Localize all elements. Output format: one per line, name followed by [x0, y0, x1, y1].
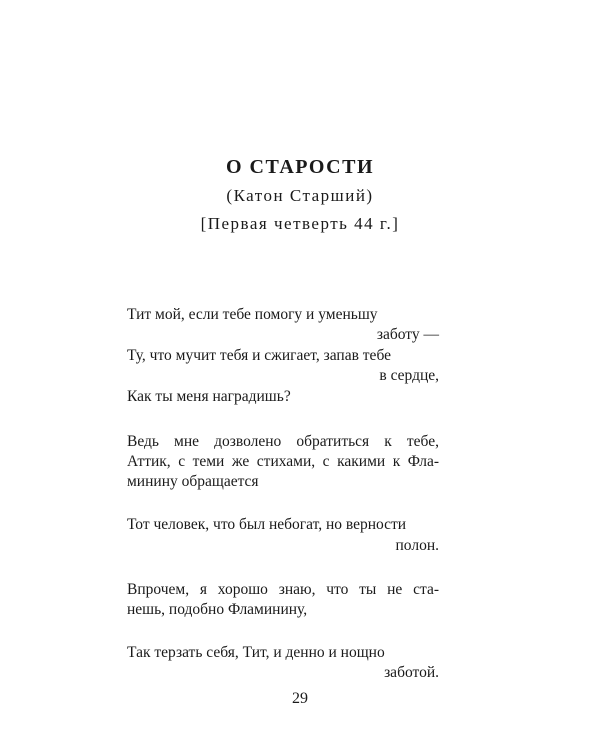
verse-line: Так терзать себя, Тит, и денно и нощно: [127, 644, 385, 661]
verse-line-continuation: в сердце,: [379, 367, 439, 384]
prose-line: минину обращается: [127, 473, 259, 490]
prose-line: нешь, подобно Фламинину,: [127, 601, 308, 618]
prose-line: Ведь мне дозволено обратиться к тебе,: [127, 433, 439, 450]
prose-line: Аттик, с теми же стихами, с какими к Фла-: [127, 453, 439, 470]
verse-line-continuation: полон.: [395, 537, 439, 554]
chapter-title: О СТАРОСТИ: [225, 156, 375, 178]
verse-line: Ту, что мучит тебя и сжигает, запав тебе: [127, 347, 391, 364]
prose-line: Впрочем, я хорошо знаю, что ты не ста-: [127, 581, 439, 598]
chapter-date: [Первая четверть 44 г.]: [200, 214, 400, 233]
chapter-author: (Катон Старший): [226, 186, 374, 205]
verse-line: Тот человек, что был небогат, но верности: [127, 516, 407, 533]
verse-line-continuation: заботу —: [376, 326, 439, 343]
verse-line-continuation: заботой.: [384, 664, 439, 681]
verse-line: Тит мой, если тебе помогу и уменьшу: [127, 306, 378, 323]
verse-line: Как ты меня наградишь?: [127, 388, 291, 405]
page-number: 29: [292, 690, 308, 707]
